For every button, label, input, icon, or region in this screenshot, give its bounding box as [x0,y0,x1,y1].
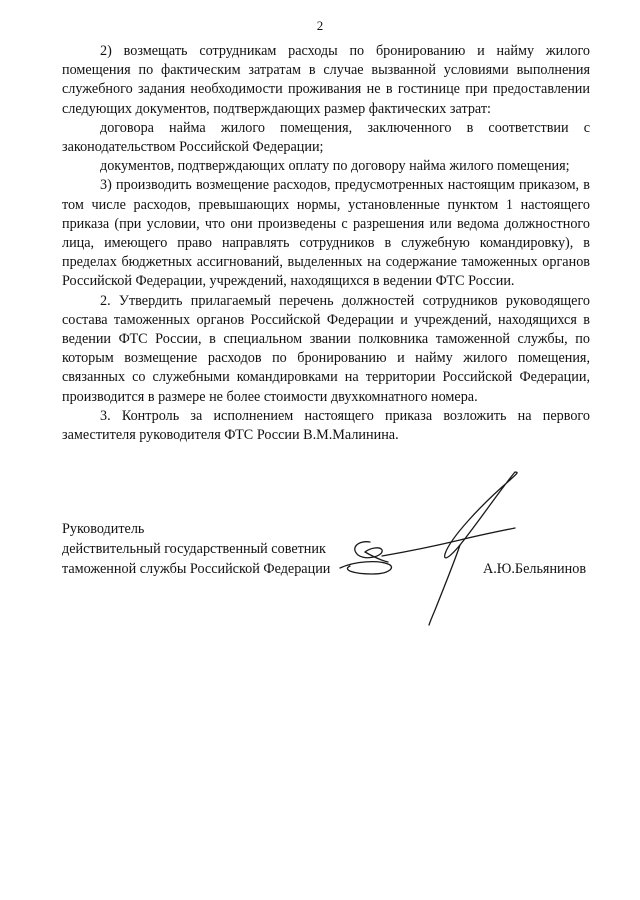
paragraph-payment-documents: документов, подтверждающих оплату по договору найма жилого помещения; [100,158,570,175]
signatory-title [62,519,330,579]
paragraph-section-2-approve-list: 2. Утвердить прилагаемый перечень должностей сотрудников руководящего состава таможенных органов Российской Федерации и учреждений, находящихся в ведении ФТС России, в специальном звании полковника таможенной службы, по которым возмещение расходов по бронированию и найму жилого помещения, связанных со служебными командировками на территории Российской Федерации, производится в размере не более стоимости двухкомнатного номера. [62,292,590,405]
signatory-title-line-3: таможенной службы Российской Федерации [62,561,331,577]
handwritten-signature [310,460,540,630]
signatory-title-line-1: Руководитель [62,521,145,537]
page-number: 2 [316,18,324,33]
paragraph-item-3-reimbursement: 3) производить возмещение расходов, предусмотренных настоящим приказом, в том числе расходов, превышающих нормы, установленные пунктом 1 настоящего приказа (при условии, что они произведены с разрешения или ведома должностного лица, имеющего право направлять сотрудников в служебную командировку), в пределах бюджетных ассигнований, выделенных на содержание таможенных органов Российской Федерации, учреждений, находящихся в ведении ФТС России. [62,177,590,290]
paragraph-item-2-reimburse-booking: 2) возмещать сотрудникам расходы по бронированию и найму жилого помещения по фактическим затратам в случае вызванной условиями выполнения служебного задания необходимости проживания не в гостинице при предоставлении следующих документов, подтверждающих размер фактических затрат: [62,43,590,117]
signatory-title-line-2: действительный государственный советник [62,541,326,557]
paragraph-lease-contract: договора найма жилого помещения, заключенного в соответствии с законодательством Российской Федерации; [62,119,590,156]
document-body [62,42,590,445]
signer-name: А.Ю.Бельянинов [483,561,587,577]
paragraph-section-3-control: 3. Контроль за исполнением настоящего приказа возложить на первого заместителя руководителя ФТС России В.М.Малинина. [62,407,590,444]
